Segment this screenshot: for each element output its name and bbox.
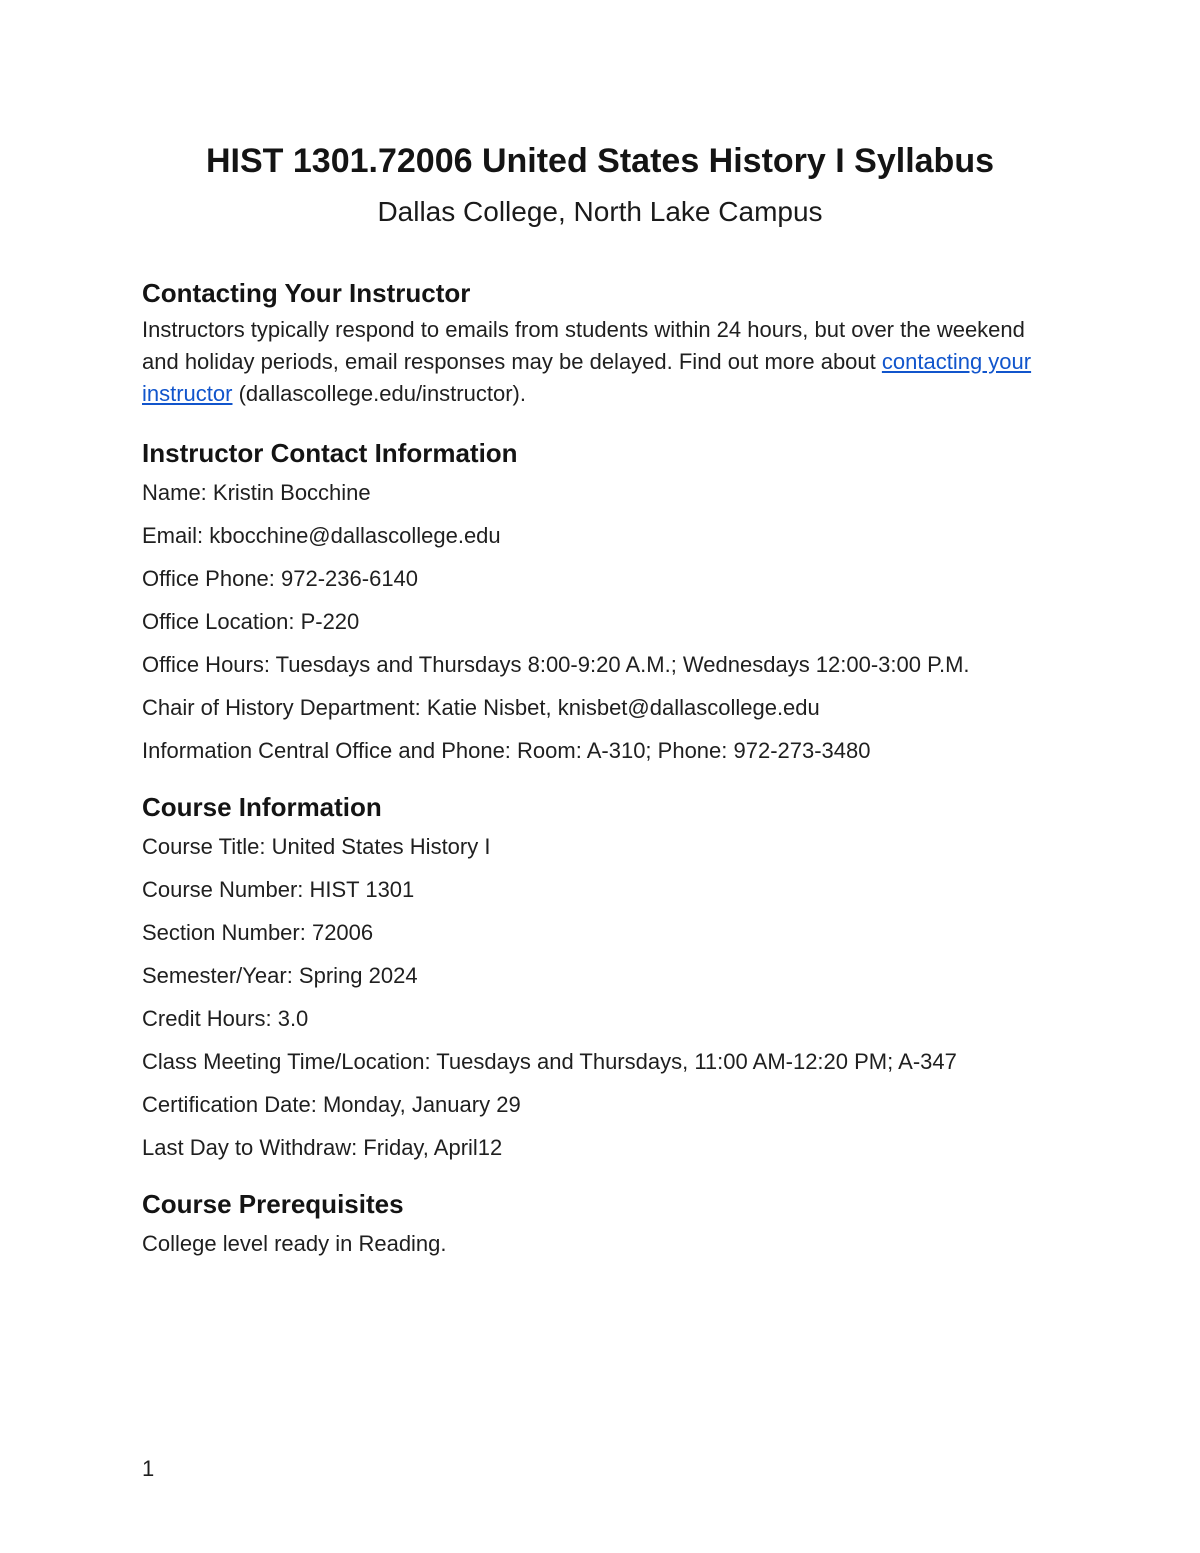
information-central: Information Central Office and Phone: Room: A-310; Phone: 972-273-3480 bbox=[142, 738, 871, 763]
course-heading: Course Information bbox=[142, 792, 382, 822]
prerequisites-heading: Course Prerequisites bbox=[142, 1189, 404, 1219]
prerequisites-text: College level ready in Reading. bbox=[142, 1231, 447, 1256]
course-number: Course Number: HIST 1301 bbox=[142, 877, 415, 902]
instructor-section bbox=[142, 436, 1062, 764]
certification-date: Certification Date: Monday, January 29 bbox=[142, 1092, 521, 1117]
document-title: HIST 1301.72006 United States History I Syllabus bbox=[206, 142, 994, 180]
contacting-text-after: (dallascollege.edu/instructor). bbox=[232, 381, 526, 406]
instructor-email: Email: kbocchine@dallascollege.edu bbox=[142, 523, 501, 548]
instructor-heading: Instructor Contact Information bbox=[142, 438, 518, 468]
page-number: 1 bbox=[142, 1456, 155, 1481]
withdraw-date: Last Day to Withdraw: Friday, April12 bbox=[142, 1135, 503, 1160]
prerequisites-section bbox=[142, 1187, 1062, 1257]
document-subtitle: Dallas College, North Lake Campus bbox=[377, 196, 823, 227]
semester-year: Semester/Year: Spring 2024 bbox=[142, 963, 418, 988]
instructor-office-hours: Office Hours: Tuesdays and Thursdays 8:00-9:20 A.M.; Wednesdays 12:00-3:00 P.M. bbox=[142, 652, 970, 677]
course-section bbox=[142, 790, 1062, 1161]
contacting-instructor-link[interactable]: contacting your instructor bbox=[142, 349, 1032, 406]
credit-hours: Credit Hours: 3.0 bbox=[142, 1006, 309, 1031]
instructor-office-location: Office Location: P-220 bbox=[142, 609, 360, 634]
section-number: Section Number: 72006 bbox=[142, 920, 374, 945]
course-title: Course Title: United States History I bbox=[142, 834, 491, 859]
contacting-heading: Contacting Your Instructor bbox=[142, 278, 471, 308]
department-chair: Chair of History Department: Katie Nisbet, knisbet@dallascollege.edu bbox=[142, 695, 820, 720]
document-body bbox=[142, 276, 1062, 1283]
instructor-name: Name: Kristin Bocchine bbox=[142, 480, 371, 505]
contacting-paragraph bbox=[142, 314, 1062, 410]
contacting-section bbox=[142, 276, 1062, 410]
contacting-text-before: Instructors typically respond to emails from students within 24 hours, but over the weekend and holiday periods, email responses may be delayed. Find out more about bbox=[142, 317, 1025, 374]
instructor-office-phone: Office Phone: 972-236-6140 bbox=[142, 566, 419, 591]
class-meeting: Class Meeting Time/Location: Tuesdays and Thursdays, 11:00 AM-12:20 PM; A-347 bbox=[142, 1049, 957, 1074]
